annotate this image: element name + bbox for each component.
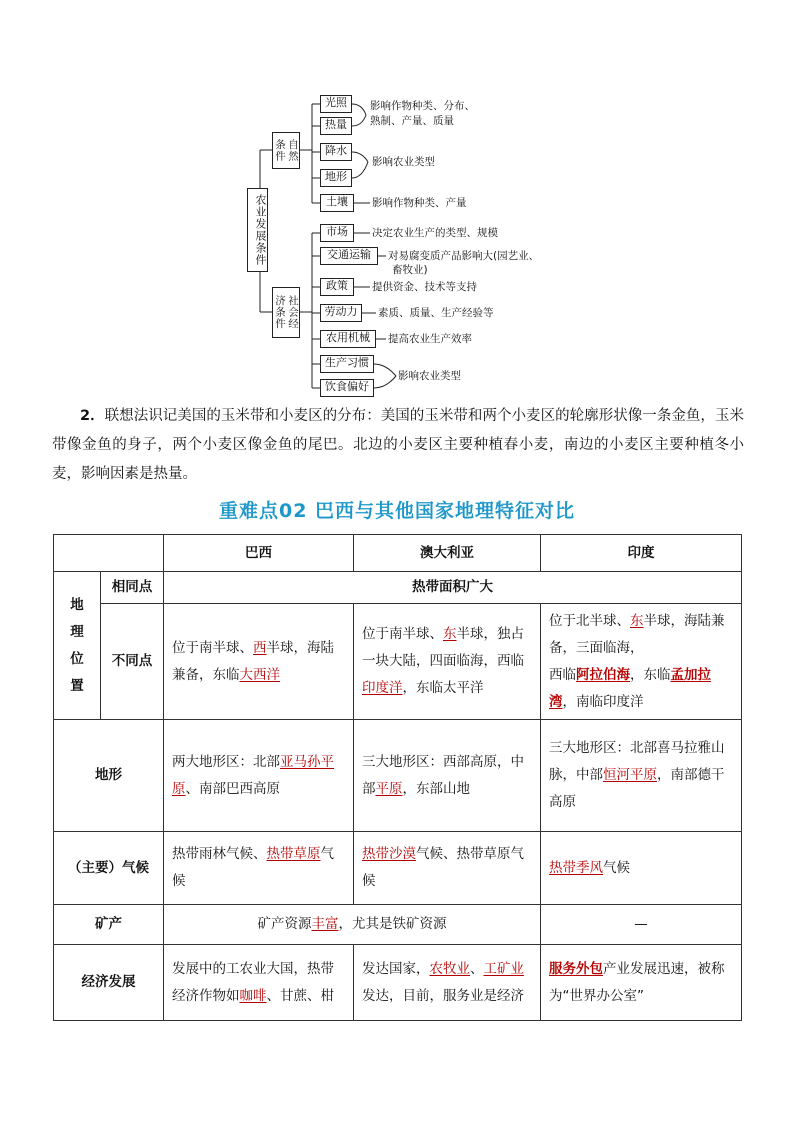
brazil-economy [164,945,354,1021]
india-location [541,604,742,720]
highlight: 孟加拉湾 [549,666,711,710]
text: ，南部德干高原 [549,767,725,810]
text: 、 [470,960,484,977]
natural-conditions-node: 自然条件 [272,132,300,169]
text: ，南临印度洋 [562,693,644,710]
table-row-location-same [54,572,742,604]
text: 位于北半球、 [549,612,630,629]
highlight: 西 [253,639,267,656]
highlight: 大西洋 [239,666,280,683]
minerals-label: 矿产 [54,905,164,945]
australia-economy [354,945,541,1021]
text: 、甘蔗、柑 [266,987,334,1004]
note-labor: 素质、质量、生产经验等 [378,307,494,319]
australia-climate [354,832,541,905]
text: 三大地形区：西部高原，中部 [362,753,524,797]
note-policy: 提供资金、技术等支持 [372,281,477,293]
paragraph-number: 2． [80,408,105,424]
factor-soil: 土壤 [320,194,354,212]
highlight: 东 [630,612,644,629]
highlight: 亚马孙平原 [172,753,334,797]
text: 发达国家， [362,960,430,977]
header-australia: 澳大利亚 [354,535,541,572]
text: 热带雨林气候、 [172,846,267,862]
header-brazil: 巴西 [164,535,354,572]
section-title: 重难点02 巴西与其他国家地理特征对比 [218,500,576,522]
text: 气候 [172,846,334,889]
text: 半球，海陆兼备，东临 [172,639,334,683]
header-india: 印度 [541,535,742,572]
highlight: 丰富 [311,916,339,932]
highlight: 平原 [375,780,403,797]
highlight: 东 [443,626,457,642]
same-point-value: 热带面积广大 [164,572,742,604]
text: ，尤其是铁矿资源 [338,916,447,932]
note-transport-line2: 畜牧业) [392,264,428,276]
location-label-char: 理 [70,623,84,640]
text: 气候 [603,859,630,876]
text: 西临 [549,666,576,683]
factor-market: 市场 [320,224,354,242]
text: ，东临太平洋 [402,680,484,696]
note-light-heat-line2: 熟制、产量、质量 [370,115,454,127]
text: 半球，海陆兼备，三面临海， [549,612,725,656]
highlight: 阿拉伯海 [576,666,630,683]
highlight: 服务外包 [549,960,603,977]
agriculture-conditions-diagram [0,0,794,400]
factor-diet-preference: 饮食偏好 [320,379,374,397]
text: ，东临 [630,666,671,683]
location-label-char: 置 [70,677,84,694]
table-header-row [54,535,742,572]
brazil-climate [164,832,354,905]
highlight: 农牧业 [429,960,470,977]
country-comparison-table [53,534,742,1021]
factor-policy: 政策 [320,278,354,296]
highlight: 印度洋 [362,680,403,696]
note-soil: 影响作物种类、产量 [372,197,467,209]
root-node-agriculture-conditions: 农业发展条件 [247,188,268,272]
location-label-char: 位 [70,650,84,667]
table-row-climate [54,832,742,905]
text: 位于南半球、 [172,639,253,656]
note-market: 决定农业生产的类型、规模 [372,227,498,239]
paragraph-text: 联想法识记美国的玉米带和小麦区的分布：美国的玉米带和两个小麦区的轮廓形状像一条金鱼，玉米带像金鱼的身子，两个小麦区像金鱼的尾巴。北边的小麦区主要种植春小麦，南边的小麦区主要种植冬小麦，影响因素是热量。 [52,408,744,482]
factor-heat: 热量 [320,117,352,135]
table-row-terrain [54,720,742,832]
highlight: 热带季风 [549,859,603,876]
note-light-heat-line1: 影响作物种类、分布、 [370,100,475,112]
text: ，东部山地 [402,780,470,797]
table-row-minerals [54,905,742,945]
minerals-brazil-australia [164,905,541,945]
location-label-char: 地 [70,596,84,613]
text: 发展中的工农业大国，热带经济作物如 [172,960,334,1004]
note-machinery: 提高农业生产效率 [388,333,472,345]
note-transport-line1: 对易腐变质产品影响大(园艺业、 [388,250,540,262]
same-point-label: 相同点 [101,572,164,604]
brazil-location [164,604,354,720]
text: 位于南半球、 [362,626,443,642]
highlight: 工矿业 [483,960,524,977]
highlight: 咖啡 [239,987,267,1004]
australia-location [354,604,541,720]
india-climate [541,832,742,905]
factor-terrain: 地形 [320,169,352,187]
text: 矿产资源 [257,916,312,932]
economy-label: 经济发展 [54,945,164,1021]
text: 发达，目前，服务业是经济 [362,987,524,1004]
text: 气候、热带草原气候 [362,846,524,889]
highlight: 热带草原 [266,846,321,862]
factor-labor: 劳动力 [320,304,362,322]
factor-transport: 交通运输 [320,247,378,265]
social-economic-conditions-node: 社会经济条件 [272,287,300,338]
location-label [54,572,101,720]
factor-light: 光照 [320,95,352,113]
table-row-location-diff [54,604,742,720]
factor-precipitation: 降水 [320,143,352,161]
highlight: 恒河平原 [603,767,657,783]
table-row-economy [54,945,742,1021]
factor-machinery: 农用机械 [320,330,376,348]
climate-label: （主要）气候 [54,832,164,905]
factor-production-habit: 生产习惯 [320,355,374,373]
india-terrain [541,720,742,832]
text: 三大地形区：北部喜马拉雅山脉，中部 [549,740,725,783]
text: 、南部巴西高原 [185,780,280,797]
terrain-label: 地形 [54,720,164,832]
australia-terrain [354,720,541,832]
minerals-india: — [541,905,742,945]
header-empty-cell [54,535,164,572]
text: 半球，独占一块大陆，四面临海，西临 [362,626,524,669]
mnemonic-paragraph [52,402,744,489]
note-rain-terrain: 影响农业类型 [372,156,435,168]
diff-point-label: 不同点 [101,604,164,720]
text: 两大地形区：北部 [172,753,280,770]
india-economy [541,945,742,1021]
note-habit-diet: 影响农业类型 [398,370,461,382]
highlight: 热带沙漠 [362,846,416,862]
brazil-terrain [164,720,354,832]
text: 产业发展迅速，被称为“世界办公室” [549,960,725,1004]
